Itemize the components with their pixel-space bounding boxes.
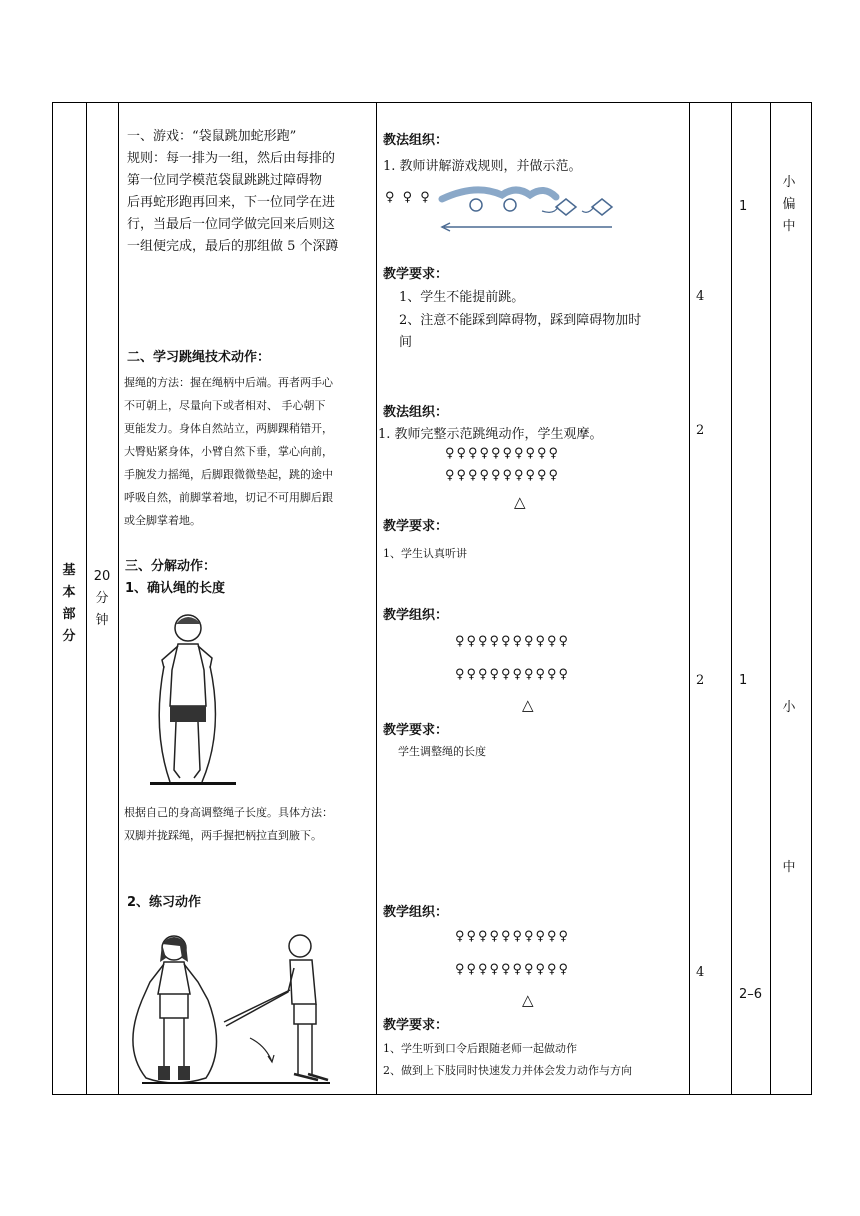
- req-1-line: 2、注意不能踩到障碍物，踩到障碍物加时: [399, 313, 642, 328]
- obstacle-course-diagram: [436, 185, 616, 235]
- time-value: 4: [696, 289, 705, 304]
- skill-text-line: 握绳的方法：握在绳柄中后端。再者两手心: [124, 376, 333, 389]
- req-1-line: 1、学生不能提前跳。: [399, 290, 525, 305]
- table-bottom-border: [52, 1094, 812, 1095]
- skill-text-line: 更能发力。身体自然站立，两脚踝稍错开，: [124, 422, 333, 435]
- org-label-4: 教学组织：: [383, 905, 449, 920]
- section-label: 基本部分: [62, 563, 76, 644]
- req-label-4: 教学要求：: [383, 1018, 449, 1033]
- skill-text-line: 不可朝上，尽量向下或者相对、 手心朝下: [124, 399, 326, 412]
- col-border-4: [689, 102, 690, 1095]
- col-border-5: [731, 102, 732, 1095]
- skill-text-line: 呼吸自然，前脚掌着地，切记不可用脚后跟: [124, 491, 333, 504]
- step1-title: 1、确认绳的长度: [125, 581, 226, 596]
- skill-text-line: 或全脚掌着地。: [124, 514, 201, 527]
- table-top-border: [52, 102, 812, 103]
- student-row: ♀♀♀♀♀♀♀♀♀♀: [455, 634, 571, 649]
- rope-practice-illustration: [122, 928, 332, 1088]
- game-rule-line: 后再蛇形跑再回来，下一位同学在进: [127, 195, 336, 210]
- col-border-2: [118, 102, 119, 1095]
- req-4-line: 2、做到上下肢同时快速发力并体会发力动作与方向: [383, 1064, 632, 1077]
- col-border-7: [811, 102, 812, 1095]
- skill-text-line: 手腕发力摇绳，后脚跟微微垫起，跳的途中: [124, 468, 333, 481]
- game-rule-line: 规则：每一排为一组，然后由每排的: [127, 151, 336, 166]
- req-label-1: 教学要求：: [383, 267, 449, 282]
- start-figures: ♀ ♀ ♀: [385, 190, 432, 205]
- time-value: 2: [696, 423, 705, 438]
- org-label-3: 教学组织：: [383, 608, 449, 623]
- org-text-2: 1. 教师完整示范跳绳动作，学生观摩。: [378, 427, 603, 442]
- student-row: ♀♀♀♀♀♀♀♀♀♀: [455, 929, 571, 944]
- rope-length-illustration: [140, 610, 240, 792]
- game-title: 一、游戏：“袋鼠跳加蛇形跑”: [127, 129, 297, 144]
- game-rule-line: 第一位同学模范袋鼠跳跳过障碍物: [127, 173, 323, 188]
- student-row: ♀♀♀♀♀♀♀♀♀♀: [455, 962, 571, 977]
- intensity-value: 小偏中: [782, 175, 796, 234]
- count-value: 1: [739, 673, 748, 688]
- intensity-value: 小: [782, 700, 796, 715]
- skill-title: 二、学习跳绳技术动作：: [127, 350, 271, 365]
- time-value: 4: [696, 965, 705, 980]
- time-value: 2: [696, 673, 705, 688]
- student-row: ♀♀♀♀♀♀♀♀♀♀: [445, 446, 561, 461]
- game-rule-line: 一组便完成，最后的那组做 5 个深蹲: [127, 239, 339, 254]
- step2-title: 2、练习动作: [127, 895, 202, 910]
- req-label-3: 教学要求：: [383, 723, 449, 738]
- teacher-marker: △: [514, 493, 526, 511]
- org-label-2: 教法组织：: [383, 405, 449, 420]
- decomp-title: 三、分解动作：: [125, 559, 217, 574]
- count-value: 2–6: [739, 987, 763, 1002]
- duration-label: 20分钟: [93, 569, 111, 628]
- col-border-6: [770, 102, 771, 1095]
- student-row: ♀♀♀♀♀♀♀♀♀♀: [455, 667, 571, 682]
- org-label-1: 教法组织：: [383, 133, 449, 148]
- col-border-3: [376, 102, 377, 1095]
- req-1-line: 间: [399, 335, 413, 350]
- step1-text-line: 根据自己的身高调整绳子长度。具体方法：: [124, 806, 333, 819]
- req-label-2: 教学要求：: [383, 519, 449, 534]
- col-border-1: [86, 102, 87, 1095]
- req-4-line: 1、学生听到口令后跟随老师一起做动作: [383, 1042, 577, 1055]
- step1-text-line: 双脚并拢踩绳，两手握把柄拉直到腋下。: [124, 829, 322, 842]
- org-text-1: 1. 教师讲解游戏规则，并做示范。: [383, 159, 582, 174]
- req-3: 学生调整绳的长度: [398, 745, 486, 758]
- teacher-marker: △: [522, 991, 534, 1009]
- intensity-value: 中: [782, 860, 796, 875]
- req-2: 1、学生认真听讲: [383, 547, 467, 560]
- col-border-0: [52, 102, 53, 1095]
- game-rule-line: 行，当最后一位同学做完回来后则这: [127, 217, 336, 232]
- skill-text-line: 大臀贴紧身体，小臂自然下垂，掌心向前，: [124, 445, 333, 458]
- teacher-marker: △: [522, 696, 534, 714]
- count-value: 1: [739, 199, 748, 214]
- student-row: ♀♀♀♀♀♀♀♀♀♀: [445, 468, 561, 483]
